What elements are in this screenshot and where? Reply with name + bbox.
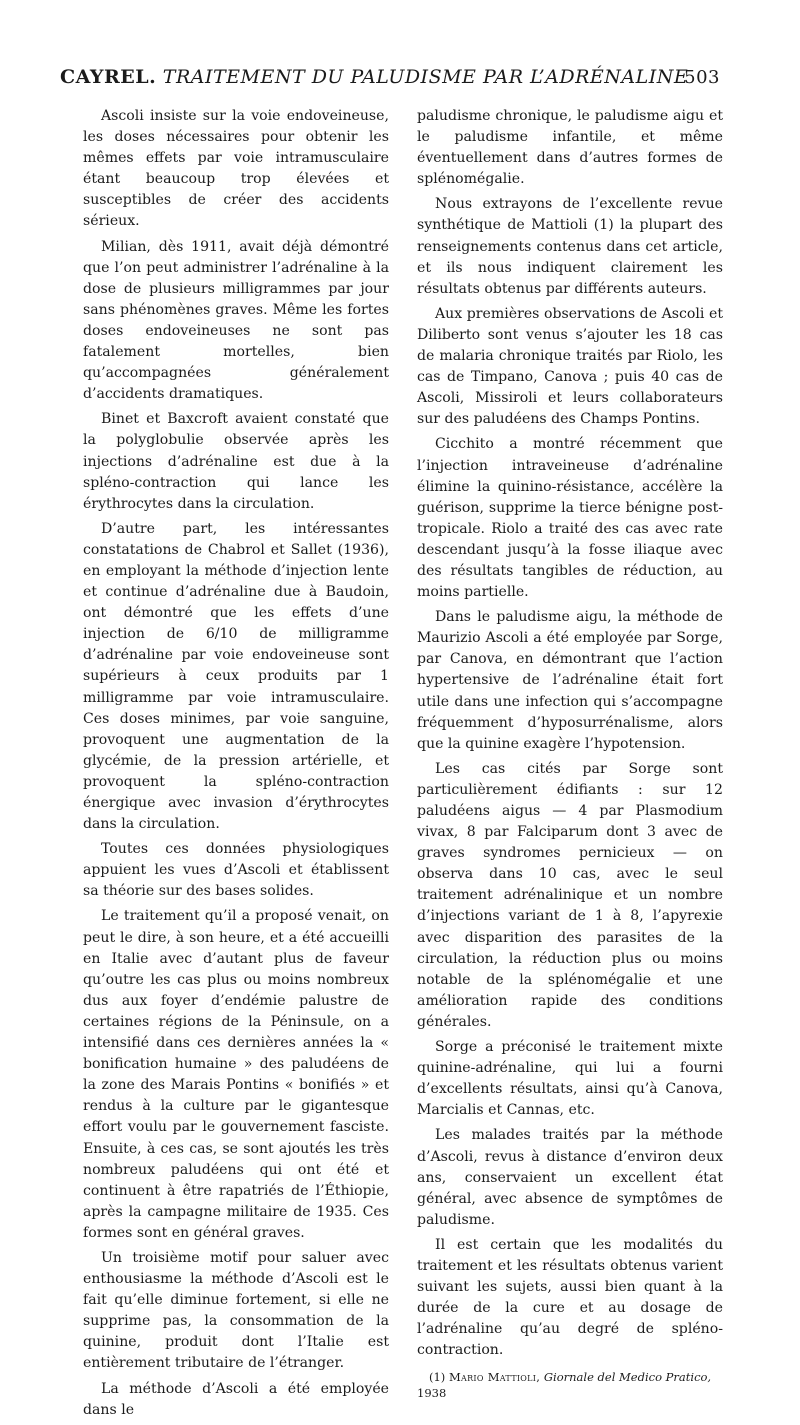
paragraph: Un troisième motif pour saluer avec enthousiasme la méthode d’Ascoli est le fait qu’elle diminue fortement, si elle ne supprime pas, la consommation de la quinine, produit dont l’Italie est entièrement tributaire de l’étranger.: [83, 1249, 389, 1372]
header-title: TRAITEMENT DU PALUDISME PAR L’ADRÉNALINE: [162, 66, 689, 88]
paragraph: Cicchito a montré récemment que l’injection intraveineuse d’adrénaline élimine la quinino-résistance, accélère la guérison, supprime la tierce bénigne post-tropicale. Riolo a traité des cas avec rate descendant jusqu’à la fosse iliaque avec des résultats tangibles de réduction, au moins partielle.: [417, 436, 723, 601]
paragraph: Les malades traités par la méthode d’Ascoli, revus à distance d’environ deux ans, conservaient un excellent état général, avec absence de symptômes de paludisme.: [417, 1127, 723, 1228]
running-header: [60, 66, 720, 98]
footnote-author: Mario Mattioli,: [448, 1370, 541, 1385]
footnote-source: Giornale del Medico Pratico,: [543, 1370, 712, 1385]
header-author: CAYREL.: [60, 66, 157, 88]
left-column: [83, 106, 389, 1425]
paragraph: La méthode d’Ascoli a été employée dans le: [83, 1380, 389, 1418]
footnote: [417, 1369, 723, 1401]
paragraph: Milian, dès 1911, avait déjà démontré que l’on peut administrer l’adrénaline à la dose de plusieurs milligrammes par jour sans phénomènes graves. Même les fortes doses endoveineuses ne sont pas fatalement mortelles, bien qu’accompagnées généralement d’accidents dramatiques.: [83, 238, 389, 403]
paragraph: Toutes ces données physiologiques appuient les vues d’Ascoli et établissent sa théorie sur des bases solides.: [83, 841, 389, 900]
paragraph: Les cas cités par Sorge sont particulièrement édifiants : sur 12 paludéens aigus — 4 par Plasmodium vivax, 8 par Falciparum dont 3 avec de graves syndromes pernicieux — on observa dans 10 cas, avec le seul traitement adrénalinique et un nombre d’injections variant de 1 à 8, l’apyrexie avec disparition des parasites de la circulation, la réduction plus ou moins notable de la splénomégalie et une amélioration rapide des conditions générales.: [417, 760, 723, 1030]
paragraph: Nous extrayons de l’excellente revue synthétique de Mattioli (1) la plupart des renseignements contenus dans cet article, et ils nous indiquent clairement les résultats obtenus par différents auteurs.: [417, 196, 723, 297]
paragraph: Sorge a préconisé le traitement mixte quinine-adrénaline, qui lui a fourni d’excellents résultats, ainsi qu’à Canova, Marcialis et Cannas, etc.: [417, 1039, 723, 1119]
paragraph: Il est certain que les modalités du traitement et les résultats obtenus varient suivant les sujets, aussi bien quant à la durée de la cure et au dosage de l’adrénaline qu’au degré de spléno-contraction.: [417, 1236, 723, 1359]
paragraph: paludisme chronique, le paludisme aigu et le paludisme infantile, et même éventuellement dans d’autres formes de splénomégalie.: [417, 108, 723, 188]
page-number: 503: [684, 67, 720, 88]
right-column: [417, 106, 723, 1401]
paragraph: Le traitement qu’il a proposé venait, on peut le dire, à son heure, et a été accueilli en Italie avec d’autant plus de faveur qu’outre les cas plus ou moins nombreux dus aux foyer d’endémie palustre de certaines régions de la Péninsule, on a intensifié dans ces dernières années la « bonification humaine » des paludéens de la zone des Marais Pontins « bonifiés » et rendus à la culture par le gigantesque effort voulu par le gouvernement fasciste. Ensuite, à ces cas, se sont ajoutés les très nombreux paludéens qui ont été et continuent à être rapatriés de l’Éthiopie, après la campagne militaire de 1935. Ces formes sont en général graves.: [83, 908, 389, 1241]
paragraph: Ascoli insiste sur la voie endoveineuse, les doses nécessaires pour obtenir les mêmes effets par voie intramusculaire étant beaucoup trop élevées et susceptibles de créer des accidents sérieux.: [83, 108, 389, 230]
paragraph: Dans le paludisme aigu, la méthode de Maurizio Ascoli a été employée par Sorge, par Canova, en démontrant que l’action hypertensive de l’adrénaline était fort utile dans une infection qui s’accompagne fréquemment d’hyposurrénalisme, alors que la quinine exagère l’hypotension.: [417, 609, 723, 752]
paragraph: Aux premières observations de Ascoli et Diliberto sont venus s’ajouter les 18 cas de malaria chronique traités par Riolo, les cas de Timpano, Canova ; puis 40 cas de Ascoli, Missiroli et leurs collaborateurs sur des paludéens des Champs Pontins.: [417, 305, 723, 428]
paragraph: Binet et Baxcroft avaient constaté que la polyglobulie observée après les injections d’adrénaline est due à la spléno-contraction qui lance les érythrocytes dans la circulation.: [83, 411, 389, 512]
footnote-marker: (1): [429, 1370, 446, 1385]
footnote-year: 1938: [417, 1386, 447, 1401]
paragraph: D’autre part, les intéressantes constatations de Chabrol et Sallet (1936), en employant la méthode d’injection lente et continue d’adrénaline due à Baudoin, ont démontré que les effets d’une injection de 6/10 de milligramme d’adrénaline par voie endoveineuse sont supérieurs à ceux produits par 1 milligramme par voie intramusculaire. Ces doses minimes, par voie sanguine, provoquent une augmentation de la glycémie, de la pression artérielle, et provoquent la spléno-contraction énergique avec invasion d’érythrocytes dans la circulation.: [83, 520, 389, 833]
